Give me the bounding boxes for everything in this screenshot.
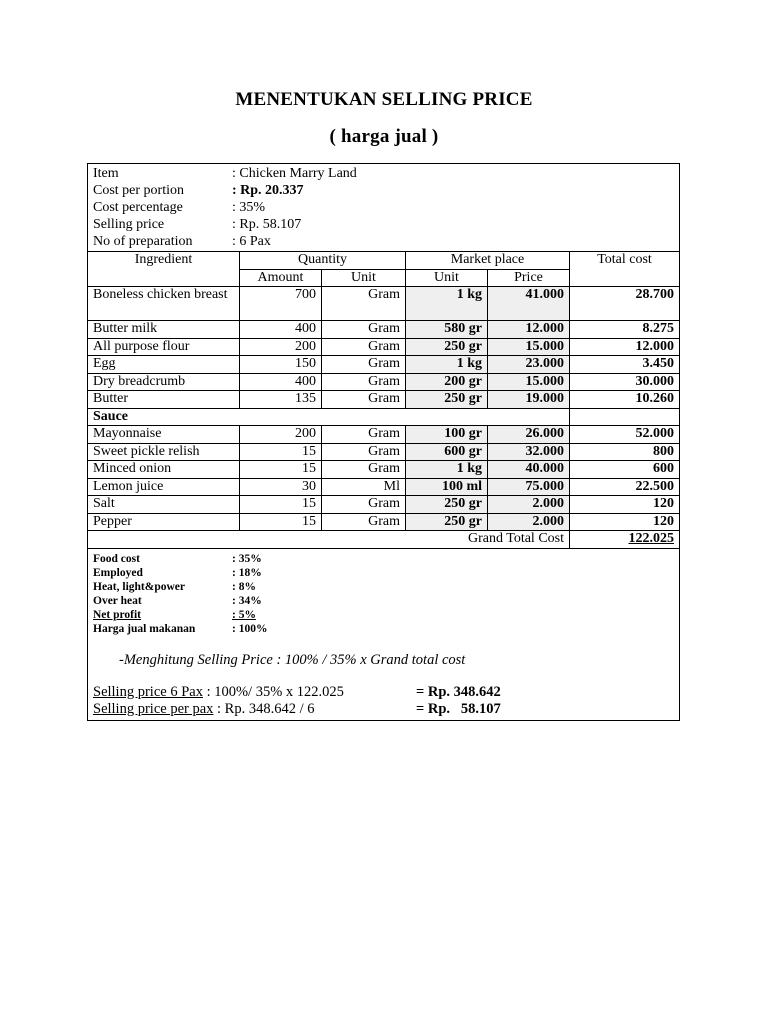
percentage-line (93, 580, 674, 594)
info-label: Cost per portion (93, 183, 184, 198)
calculation-label: Selling price per pax (93, 700, 214, 717)
unit-cell: Gram (322, 338, 406, 356)
unit-cell: Ml (322, 478, 406, 496)
unit-cell: Gram (322, 426, 406, 444)
total-cost-cell: 600 (570, 461, 680, 479)
unit-cell: Gram (322, 287, 406, 321)
percentage-value: : 35% (232, 552, 262, 565)
market-unit-cell: 250 gr (406, 391, 488, 409)
table-row (88, 478, 680, 496)
calculation-formula: : 100%/ 35% x 122.025 (202, 683, 344, 700)
header-unit: Unit (322, 269, 406, 287)
info-line (93, 165, 674, 182)
table-row (88, 461, 680, 479)
info-label: Cost percentage (93, 200, 183, 215)
ingredient-name: Butter milk (88, 321, 240, 339)
ingredient-name: All purpose flour (88, 338, 240, 356)
percentage-label: Heat, light&power (93, 580, 185, 593)
total-cost-cell: 22.500 (570, 478, 680, 496)
price-cell: 32.000 (488, 443, 570, 461)
footer-row (88, 548, 680, 720)
amount-cell: 15 (240, 443, 322, 461)
grand-total-number: 122.025 (628, 531, 675, 546)
info-line (93, 199, 674, 216)
ingredient-name: Lemon juice (88, 478, 240, 496)
ingredient-name: Egg (88, 356, 240, 374)
selling-price-table (87, 163, 680, 721)
sauce-empty-cell (570, 408, 680, 426)
ingredient-name: Dry breadcrumb (88, 373, 240, 391)
amount-cell: 15 (240, 496, 322, 514)
percentage-value: : 8% (232, 580, 256, 593)
percentage-line (93, 594, 674, 608)
calculation-result: = Rp. 58.107 (416, 700, 501, 717)
unit-cell: Gram (322, 443, 406, 461)
grand-total-label: Grand Total Cost (88, 531, 570, 549)
market-unit-cell: 250 gr (406, 338, 488, 356)
header-amount: Amount (240, 269, 322, 287)
table-row (88, 513, 680, 531)
price-cell: 40.000 (488, 461, 570, 479)
percentage-line (93, 608, 263, 622)
header-row-1 (88, 252, 680, 270)
table-row (88, 321, 680, 339)
total-cost-cell: 28.700 (570, 287, 680, 321)
header-price: Price (488, 269, 570, 287)
total-cost-cell: 120 (570, 513, 680, 531)
ingredient-name: Salt (88, 496, 240, 514)
percentage-label: Employed (93, 566, 143, 579)
amount-cell: 150 (240, 356, 322, 374)
header-mp-unit: Unit (406, 269, 488, 287)
ingredient-name: Sweet pickle relish (88, 443, 240, 461)
info-line (93, 233, 674, 250)
cost-percentages (93, 552, 674, 637)
calculation-label: Selling price 6 Pax (93, 683, 203, 700)
amount-cell: 135 (240, 391, 322, 409)
info-value: : Rp. 58.107 (232, 217, 302, 232)
price-cell: 23.000 (488, 356, 570, 374)
sauce-label: Sauce (88, 408, 570, 426)
table-row (88, 426, 680, 444)
total-cost-cell: 120 (570, 496, 680, 514)
amount-cell: 400 (240, 321, 322, 339)
price-cell: 41.000 (488, 287, 570, 321)
header-total-cost: Total cost (570, 252, 680, 287)
amount-cell: 400 (240, 373, 322, 391)
header-market-place: Market place (406, 252, 570, 270)
percentage-value: : 5% (232, 609, 256, 622)
calculation-result: = Rp. 348.642 (416, 683, 501, 700)
unit-cell: Gram (322, 513, 406, 531)
market-unit-cell: 1 kg (406, 356, 488, 374)
table-row (88, 338, 680, 356)
total-cost-cell: 52.000 (570, 426, 680, 444)
amount-cell: 15 (240, 461, 322, 479)
market-unit-cell: 250 gr (406, 496, 488, 514)
market-unit-cell: 200 gr (406, 373, 488, 391)
percentage-value: : 18% (232, 566, 262, 579)
price-cell: 26.000 (488, 426, 570, 444)
calculation-formula: : Rp. 348.642 / 6 (213, 700, 315, 717)
table-row (88, 356, 680, 374)
grand-total-row (88, 531, 680, 549)
table-row (88, 391, 680, 409)
total-cost-cell: 800 (570, 443, 680, 461)
unit-cell: Gram (322, 461, 406, 479)
total-cost-cell: 12.000 (570, 338, 680, 356)
calculation-expression (93, 684, 416, 701)
price-cell: 75.000 (488, 478, 570, 496)
price-cell: 15.000 (488, 338, 570, 356)
percentage-line (93, 622, 674, 636)
table-row (88, 287, 680, 321)
percentage-label: Food cost (93, 552, 140, 565)
unit-cell: Gram (322, 496, 406, 514)
footer-block (88, 548, 680, 720)
info-value: : 35% (232, 200, 266, 215)
info-row (88, 164, 680, 252)
calculation-expression (93, 701, 416, 718)
info-label: Selling price (93, 217, 165, 232)
unit-cell: Gram (322, 373, 406, 391)
info-value: : 6 Pax (232, 234, 271, 249)
market-unit-cell: 600 gr (406, 443, 488, 461)
total-cost-cell: 8.275 (570, 321, 680, 339)
amount-cell: 200 (240, 338, 322, 356)
ingredient-name: Butter (88, 391, 240, 409)
price-cell: 12.000 (488, 321, 570, 339)
percentage-line (93, 566, 674, 580)
percentage-value: : 100% (232, 623, 268, 636)
price-cell: 2.000 (488, 513, 570, 531)
percentage-value: : 34% (232, 595, 262, 608)
info-value: : Rp. 20.337 (232, 183, 304, 198)
total-cost-cell: 10.260 (570, 391, 680, 409)
page-title: MENENTUKAN SELLING PRICE (235, 89, 533, 110)
ingredient-name: Pepper (88, 513, 240, 531)
amount-cell: 15 (240, 513, 322, 531)
price-cell: 15.000 (488, 373, 570, 391)
unit-cell: Gram (322, 321, 406, 339)
ingredient-name: Mayonnaise (88, 426, 240, 444)
percentage-label: Over heat (93, 595, 142, 608)
amount-cell: 200 (240, 426, 322, 444)
total-cost-cell: 30.000 (570, 373, 680, 391)
info-line (93, 216, 674, 233)
total-cost-cell: 3.450 (570, 356, 680, 374)
calculation-line (93, 701, 674, 718)
market-unit-cell: 1 kg (406, 461, 488, 479)
page-subtitle: ( harga jual ) (329, 126, 439, 147)
unit-cell: Gram (322, 391, 406, 409)
table-row (88, 443, 680, 461)
market-unit-cell: 1 kg (406, 287, 488, 321)
ingredient-name: Boneless chicken breast (88, 287, 240, 321)
price-cell: 19.000 (488, 391, 570, 409)
info-line (93, 182, 674, 199)
ingredient-name: Minced onion (88, 461, 240, 479)
calculation-line (93, 684, 674, 701)
market-unit-cell: 100 ml (406, 478, 488, 496)
market-unit-cell: 250 gr (406, 513, 488, 531)
unit-cell: Gram (322, 356, 406, 374)
price-cell: 2.000 (488, 496, 570, 514)
percentage-line (93, 552, 674, 566)
amount-cell: 700 (240, 287, 322, 321)
percentage-label: Net profit (93, 609, 142, 622)
amount-cell: 30 (240, 478, 322, 496)
market-unit-cell: 100 gr (406, 426, 488, 444)
market-unit-cell: 580 gr (406, 321, 488, 339)
table-row (88, 496, 680, 514)
info-block (88, 164, 680, 252)
header-quantity: Quantity (240, 252, 406, 270)
percentage-label: Harga jual makanan (93, 623, 196, 636)
info-value: : Chicken Marry Land (232, 166, 357, 181)
info-label: Item (93, 166, 119, 181)
sauce-header-row (88, 408, 680, 426)
header-ingredient: Ingredient (88, 252, 240, 287)
table-row (88, 373, 680, 391)
formula-text: -Menghitung Selling Price : 100% / 35% x Grand total cost (119, 651, 466, 668)
grand-total-value (570, 531, 680, 549)
calculation-block (93, 684, 674, 718)
info-label: No of preparation (93, 234, 193, 249)
